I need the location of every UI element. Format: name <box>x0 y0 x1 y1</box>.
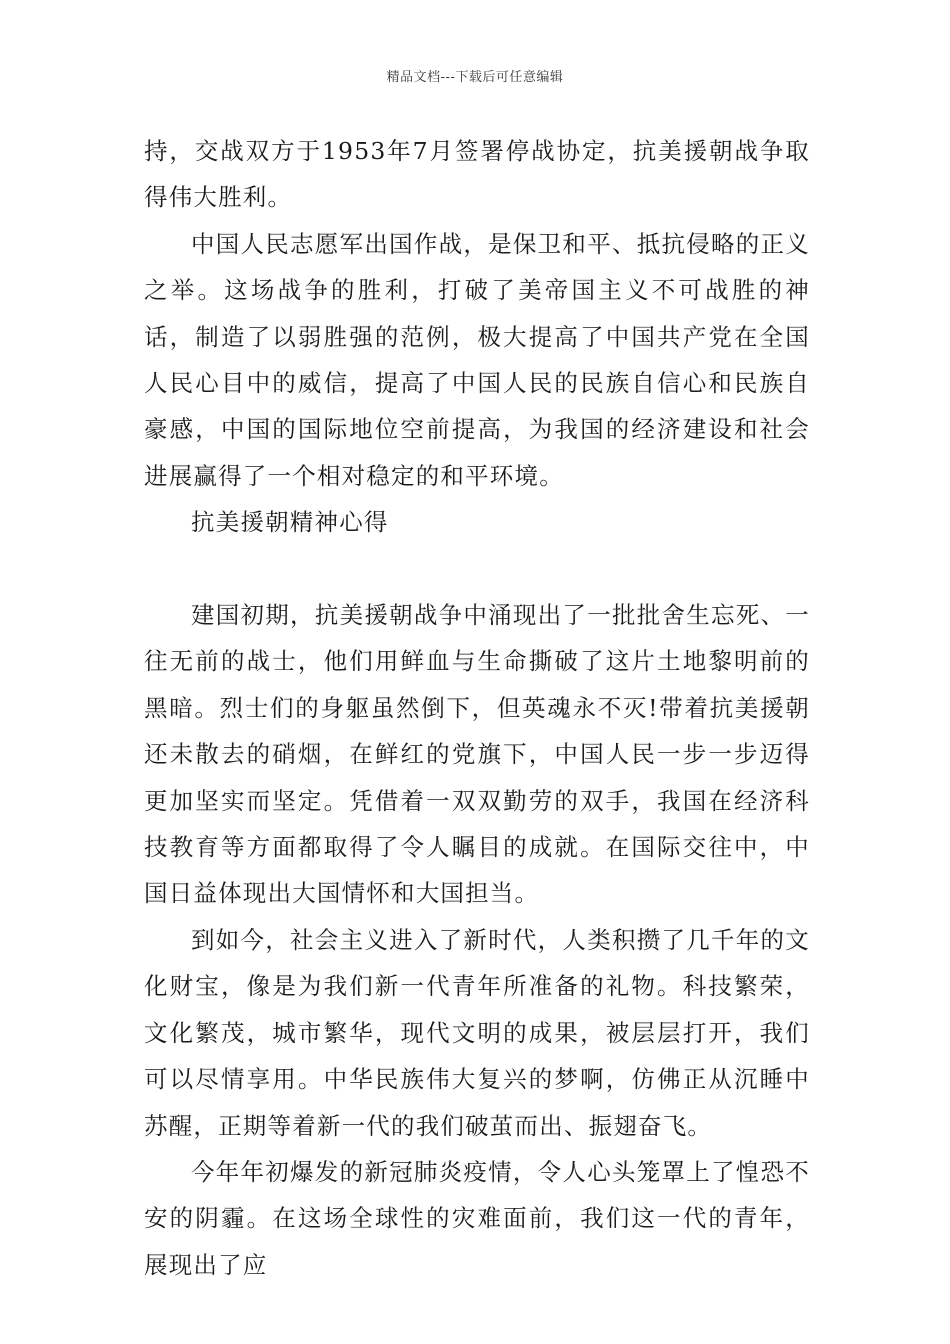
paragraph-pandemic: 今年年初爆发的新冠肺炎疫情，令人心头笼罩上了惶恐不安的阴霾。在这场全球性的灾难面前，我们这一代的青年，展现出了应 <box>144 1157 810 1279</box>
paragraph-continuation: 持，交战双方于1953年7月签署停战协定，抗美援朝战争取得伟大胜利。 <box>144 137 810 212</box>
page-header: 精品文档---下载后可任意编辑 <box>386 70 564 85</box>
document-body <box>144 128 810 1288</box>
paragraph-founding-era: 建国初期，抗美援朝战争中涌现出了一批批舍生忘死、一往无前的战士，他们用鲜血与生命撕破了这片土地黎明前的黑暗。烈士们的身躯虽然倒下，但英魂永不灭!带着抗美援朝还未散去的硝烟，在鲜红的党旗下，中国人民一步一步迈得更加坚实而坚定。凭借着一双双勤劳的双手，我国在经济科技教育等方面都取得了令人瞩目的成就。在国际交往中，中国日益体现出大国情怀和大国担当。 <box>144 601 810 908</box>
paragraph-new-era: 到如今，社会主义进入了新时代，人类积攒了几千年的文化财宝，像是为我们新一代青年所准备的礼物。科技繁荣，文化繁茂，城市繁华，现代文明的成果，被层层打开，我们可以尽情享用。中华民族伟大复兴的梦啊，仿佛正从沉睡中苏醒，正期等着新一代的我们破茧而出、振翅奋飞。 <box>144 925 810 1140</box>
paragraph-volunteer-army: 中国人民志愿军出国作战，是保卫和平、抵抗侵略的正义之举。这场战争的胜利，打破了美帝国主义不可战胜的神话，制造了以弱胜强的范例，极大提高了中国共产党在全国人民心目中的威信，提高了中国人民的民族自信心和民族自豪感，中国的国际地位空前提高，为我国的经济建设和社会进展赢得了一个相对稳定的和平环境。 <box>144 229 810 490</box>
section-heading: 抗美援朝精神心得 <box>191 508 389 537</box>
